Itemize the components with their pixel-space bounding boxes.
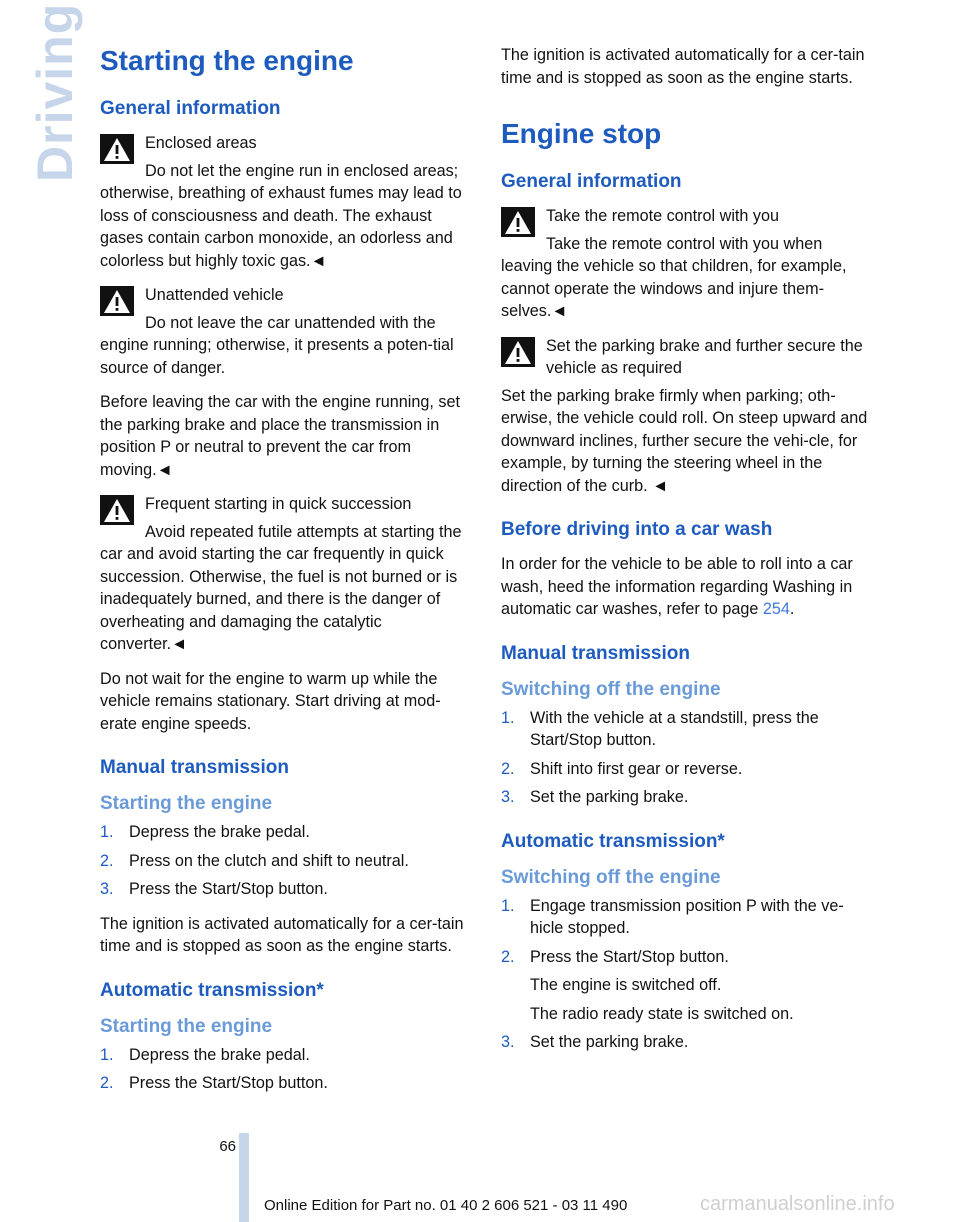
warning-triangle-icon [100,134,134,164]
step-subtext: The engine is switched off. [530,976,722,994]
manual-stop-steps [501,707,873,809]
list-item [100,821,472,844]
step-text: Depress the brake pedal. [129,1045,310,1064]
warning-triangle-icon [501,337,535,367]
warning-title: Unattended vehicle [145,286,284,304]
warning-body: Do not leave the car unattended with the engine running; otherwise, it presents a poten-tial source of danger. [100,313,454,377]
warmup-paragraph: Do not wait for the engine to warm up while the vehicle remains stationary. Start driving at mod-erate engine speeds. [100,669,441,733]
left-column [100,42,472,1107]
automatic-start-steps [100,1044,472,1095]
general-info-heading: General information [501,171,682,192]
warning-title: Set the parking brake and further secure the vehicle as required [546,336,863,377]
warning-frequent-starting [100,493,472,656]
list-item [100,1072,472,1095]
car-wash-text-end: . [789,600,795,618]
ignition-intro: The ignition is activated automatically for a cer-tain time and is stopped as soon as the engine starts. [501,46,865,87]
car-wash-heading: Before driving into a car wash [501,519,773,540]
step-text: Press the Start/Stop button. [129,1074,328,1092]
step-number: 1. [100,1045,114,1064]
step-number: 2. [501,759,515,778]
automatic-stop-steps [501,895,873,1054]
step-text: Set the parking brake. [530,788,689,806]
list-item [100,1044,472,1067]
step-text: Press the Start/Stop button. [530,947,729,966]
engine-stop-title: Engine stop [501,118,662,149]
warning-triangle-icon [100,495,134,525]
warning-body: Set the parking brake firmly when parking; oth-erwise, the vehicle could roll. On steep upward and downward inclines, further secure the vehi-cle, for example, by turning the steering wheel in the direction of the curb. ◄ [501,386,868,495]
list-item [501,946,873,1026]
step-text: Shift into first gear or reverse. [530,759,743,778]
general-info-heading: General information [100,98,281,119]
step-number: 2. [100,851,114,870]
step-number: 1. [501,896,515,915]
footer-divider [239,1133,249,1222]
watermark: carmanualsonline.info [700,1193,895,1215]
warning-enclosed-areas [100,132,472,272]
step-number: 2. [100,1074,114,1092]
step-number: 1. [501,708,515,727]
step-subtext: The radio ready state is switched on. [530,1004,794,1023]
manual-start-subheading: Starting the engine [100,793,273,814]
warning-body: Take the remote control with you when leaving the vehicle so that children, for example, cannot operate the windows and injure them-selves.◄ [501,234,847,320]
car-wash-text: In order for the vehicle to be able to roll into a car wash, heed the information regarding Washing in automatic car washes, refer to page [501,555,853,618]
step-text: Set the parking brake. [530,1033,689,1051]
warning-body: Avoid repeated futile attempts at starting the car and avoid starting the car frequently in quick succession. Otherwise, the fuel is not burned or is inadequately burned, and there is the danger of overheating and damaging the catalytic converter.◄ [100,522,462,653]
list-item [100,878,472,901]
page-title: Starting the engine [100,45,354,76]
step-number: 3. [100,880,114,898]
warning-triangle-icon [501,207,535,237]
warning-triangle-icon [100,286,134,316]
section-tab-label: Driving [27,2,83,182]
edition-line: Online Edition for Part no. 01 40 2 606 521 - 03 11 490 [264,1197,628,1214]
list-item [100,850,472,873]
step-text: Depress the brake pedal. [129,823,310,841]
step-number: 3. [501,1033,515,1051]
list-item [501,707,873,752]
list-item [501,1031,873,1054]
automatic-start-subheading: Starting the engine [100,1015,273,1037]
automatic-stop-subheading: Switching off the engine [501,866,721,888]
warning-title: Frequent starting in quick succession [145,495,412,513]
warning-remote-control [501,205,873,323]
warning-body-continued: Before leaving the car with the engine running, set the parking brake and place the transmission in position P or neutral to prevent the car from moving.◄ [100,393,460,479]
automatic-transmission-heading: Automatic transmission* [501,830,725,852]
warning-title: Take the remote control with you [546,207,780,225]
step-text: With the vehicle at a standstill, press the Start/Stop button. [530,708,819,749]
manual-start-steps [100,821,472,901]
page-reference-link[interactable]: 254 [762,600,790,618]
ignition-note: The ignition is activated automatically for a cer-tain time and is stopped as soon as the engine starts. [100,914,464,955]
right-column [501,44,873,1066]
step-number: 2. [501,947,515,966]
manual-transmission-heading: Manual transmission [501,642,690,664]
warning-unattended-vehicle [100,284,472,379]
step-number: 3. [501,788,515,806]
step-text: Engage transmission position P with the ve-hicle stopped. [530,896,844,937]
car-wash-paragraph [501,553,873,621]
list-item [501,758,873,781]
step-text: Press the Start/Stop button. [129,880,328,898]
step-number: 1. [100,823,114,841]
warning-parking-brake [501,335,873,498]
manual-stop-subheading: Switching off the engine [501,678,721,700]
step-text: Press on the clutch and shift to neutral. [129,851,409,870]
page-number: 66 [219,1138,236,1155]
warning-body: Do not let the engine run in enclosed areas; otherwise, breathing of exhaust fumes may lead to loss of consciousness and death. The exhaust gases contain carbon monoxide, an odorless and colorless but highly toxic gas.◄ [100,161,462,270]
list-item [501,895,873,940]
manual-transmission-heading: Manual transmission [100,757,289,778]
warning-title: Enclosed areas [145,134,257,152]
list-item [501,786,873,809]
automatic-transmission-heading: Automatic transmission* [100,979,324,1001]
section-tab [22,2,83,240]
